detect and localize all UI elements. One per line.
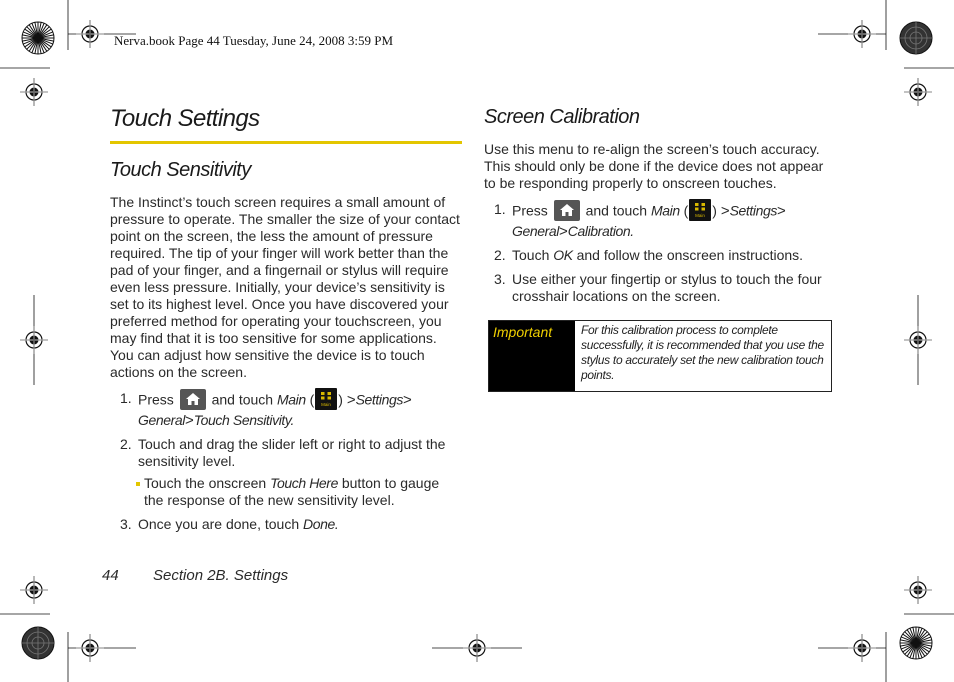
crosshair-bottom-left bbox=[76, 634, 104, 662]
print-header: Nerva.book Page 44 Tuesday, June 24, 2008 3:59 PM bbox=[114, 33, 394, 48]
main-menu-icon bbox=[689, 199, 711, 221]
calibration-steps bbox=[484, 201, 834, 305]
page-title: Touch Settings bbox=[110, 104, 462, 144]
crosshair-left-top bbox=[20, 78, 48, 106]
registration-star-bottom-right bbox=[900, 627, 932, 659]
bullet-touch-here: Touch the onscreen Touch Here button to gauge the response of the new sensitivity level. bbox=[138, 475, 462, 509]
important-label: Important bbox=[489, 321, 575, 391]
crosshair-bottom-center bbox=[463, 634, 491, 662]
crosshair-right-top bbox=[904, 78, 932, 106]
svg-text:Main: Main bbox=[321, 402, 332, 407]
step-2: 2. Touch and drag the slider left or right to adjust the sensitivity level. Touch the onscreen Touch Here button to gauge the response of the new sensitivity level. bbox=[110, 436, 462, 509]
step-2: 2. Touch OK and follow the onscreen instructions. bbox=[494, 247, 804, 263]
touch-sensitivity-paragraph: The Instinct’s touch screen requires a small amount of pressure to operate. The smaller the size of your contact point on the screen, the less the amount of pressure required. The tip of your finger will work better than the pad of your finger, and a fingernail or stylus will require even less pressure. Initially, your device’s sensitivity is set to its highest level. Once you have discovered your preferred method for operating your touchscreen, you may find that it is too sensitive for some applications. You can adjust how sensitive the device is to touch actions on the screen. bbox=[110, 194, 460, 380]
main-menu-icon bbox=[315, 388, 337, 410]
important-text: For this calibration process to complete successfully, it is recommended that you use the stylus to accurately set the new calibration touch points. bbox=[581, 323, 824, 382]
section-title-touch-sensitivity: Touch Sensitivity bbox=[110, 159, 251, 181]
crosshair-top-left bbox=[76, 20, 104, 48]
bullet-square-icon bbox=[136, 482, 140, 486]
section-title-screen-calibration: Screen Calibration bbox=[484, 106, 640, 128]
home-icon bbox=[554, 200, 580, 221]
step-3: 3. Use either your fingertip or stylus to touch the four crosshair locations on the screen. bbox=[494, 271, 822, 304]
step-3: 3. Once you are done, touch Done. bbox=[120, 516, 339, 532]
crosshair-left-bottom bbox=[20, 576, 48, 604]
registration-star-top-right bbox=[900, 22, 932, 54]
main-label: Main bbox=[276, 391, 306, 408]
home-icon bbox=[180, 389, 206, 410]
page-number: 44 bbox=[102, 567, 119, 584]
touch-sensitivity-steps bbox=[110, 390, 462, 533]
svg-text:Main: Main bbox=[695, 213, 706, 218]
registration-star-top-left bbox=[22, 22, 54, 54]
left-column bbox=[110, 104, 462, 540]
crosshair-top-right bbox=[848, 20, 876, 48]
step-1: 1. Press and touch Main ( Main ) >Settings> General>Touch Sensitivity. bbox=[120, 390, 412, 429]
crosshair-left-middle bbox=[20, 326, 48, 354]
step-1: 1. Press and touch Main ( Main ) >Settings> General>Calibration. bbox=[494, 201, 786, 240]
important-note-box bbox=[488, 320, 832, 392]
calibration-paragraph: Use this menu to re-align the screen’s touch accuracy. This should only be done if the device does not appear to be responding properly to onscreen touches. bbox=[484, 141, 824, 191]
footer-section-title: Section 2B. Settings bbox=[153, 567, 289, 584]
main-label: Main bbox=[650, 202, 680, 219]
registration-star-bottom-left bbox=[22, 627, 54, 659]
crosshair-right-middle bbox=[904, 326, 932, 354]
crosshair-right-bottom bbox=[904, 576, 932, 604]
right-column bbox=[484, 104, 834, 312]
crosshair-bottom-right bbox=[848, 634, 876, 662]
